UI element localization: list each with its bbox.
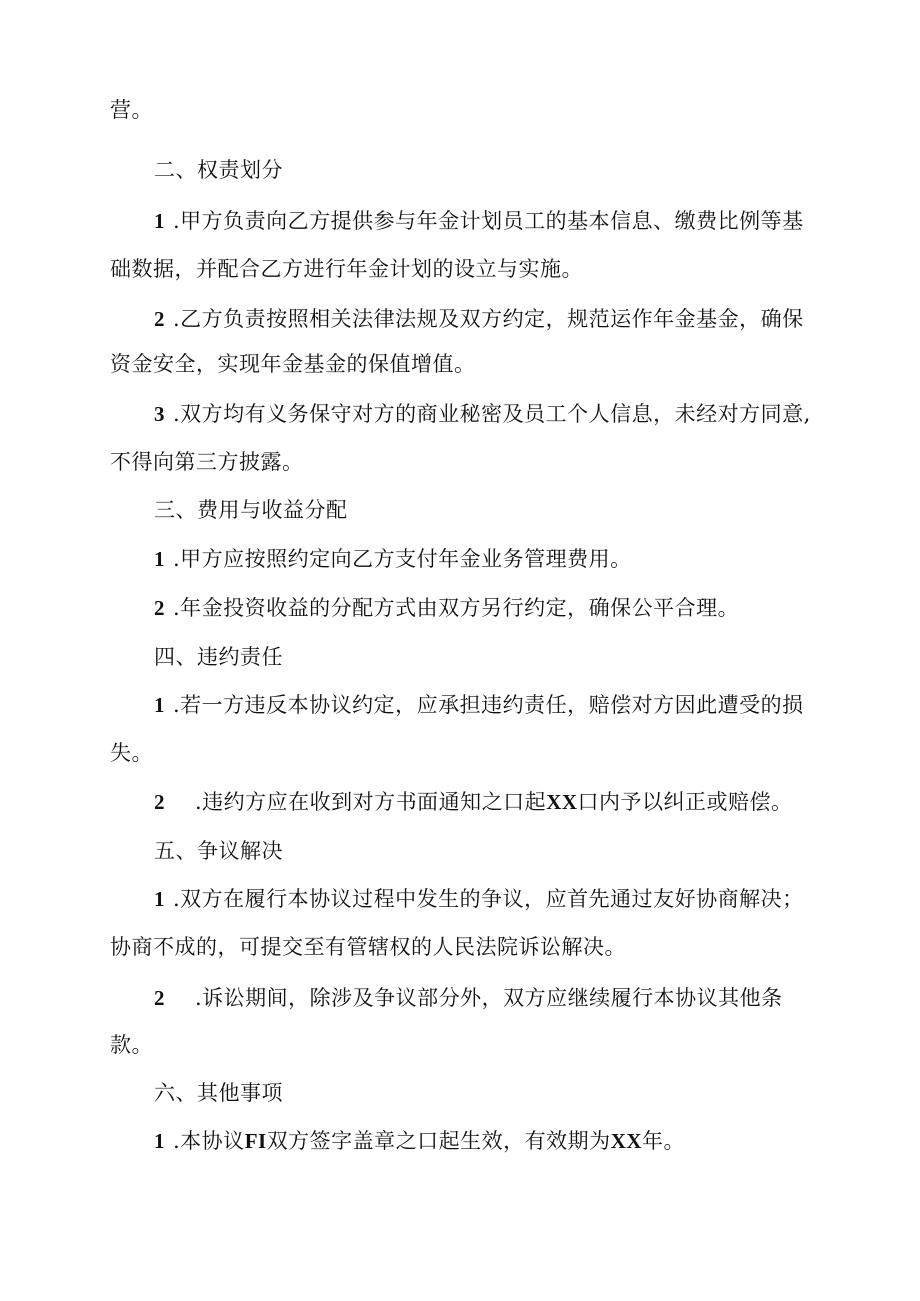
section-heading-fees: 三、费用与收益分配 (154, 498, 348, 522)
ocr-artifact-fi: FI (244, 1129, 267, 1153)
clause-4-1-line1 (154, 691, 804, 719)
clause-3-1 (154, 545, 632, 573)
clause-number: 1 (154, 693, 165, 717)
clause-text: .甲方应按照约定向乙方支付年金业务管理费用。 (173, 547, 632, 571)
clause-2-3-line2: 不得向第三方披露。 (110, 450, 304, 474)
section-heading-liability: 四、违约责任 (154, 645, 283, 669)
clause-number: 2 (154, 596, 165, 620)
placeholder-xx: XX (546, 790, 578, 814)
paragraph-continuation: 营。 (110, 98, 153, 122)
clause-number: 1 (154, 547, 165, 571)
clause-2-1-line1 (154, 207, 804, 235)
clause-2-3-line1 (154, 400, 811, 428)
clause-4-2 (154, 788, 793, 816)
section-heading-rights: 二、权责划分 (154, 158, 283, 182)
clause-2-1-line2: 础数据，并配合乙方进行年金计划的设立与实施。 (110, 257, 583, 281)
clause-text: .违约方应在收到对方书面通知之口起 (195, 790, 547, 814)
clause-text: .若一方违反本协议约定，应承担违约责任，赔偿对方因此遭受的损 (173, 693, 804, 717)
clause-text: .乙方负责按照相关法律法规及双方约定，规范运作年金基金，确保 (173, 307, 804, 331)
clause-2-2-line1 (154, 305, 804, 333)
clause-text: 双方签字盖章之口起生效，有效期为 (266, 1129, 611, 1153)
clause-5-1-line1 (154, 885, 804, 913)
clause-text: 年。 (642, 1129, 686, 1153)
section-heading-other: 六、其他事项 (154, 1081, 283, 1105)
clause-6-1 (154, 1127, 685, 1155)
clause-5-2-line2: 款。 (110, 1033, 153, 1057)
clause-text: .诉讼期间，除涉及争议部分外，双方应继续履行本协议其他条 (195, 986, 783, 1010)
clause-text: .本协议 (173, 1129, 245, 1153)
clause-4-1-line2: 失。 (110, 741, 153, 765)
section-heading-disputes: 五、争议解决 (154, 839, 283, 863)
clause-text: .双方均有义务保守对方的商业秘密及员工个人信息，未经对方同意, (173, 402, 811, 426)
clause-text: 口内予以纠正或赔偿。 (577, 790, 793, 814)
clause-number: 3 (154, 402, 165, 426)
clause-number: 2 (154, 307, 165, 331)
clause-number: 1 (154, 209, 165, 233)
clause-5-1-line2: 协商不成的，可提交至有管辖权的人民法院诉讼解决。 (110, 935, 626, 959)
clause-3-2 (154, 594, 739, 622)
clause-text: .年金投资收益的分配方式由双方另行约定，确保公平合理。 (173, 596, 740, 620)
clause-text: .甲方负责向乙方提供参与年金计划员工的基本信息、缴费比例等基 (173, 209, 804, 233)
clause-number: 2 (154, 986, 165, 1010)
placeholder-xx: XX (610, 1129, 643, 1153)
clause-number: 1 (154, 887, 165, 911)
clause-number: 1 (154, 1129, 165, 1153)
clause-text: .双方在履行本协议过程中发生的争议，应首先通过友好协商解决； (173, 887, 804, 911)
clause-2-2-line2: 资金安全，实现年金基金的保值增值。 (110, 352, 476, 376)
clause-number: 2 (154, 790, 165, 814)
clause-5-2-line1 (154, 984, 783, 1012)
